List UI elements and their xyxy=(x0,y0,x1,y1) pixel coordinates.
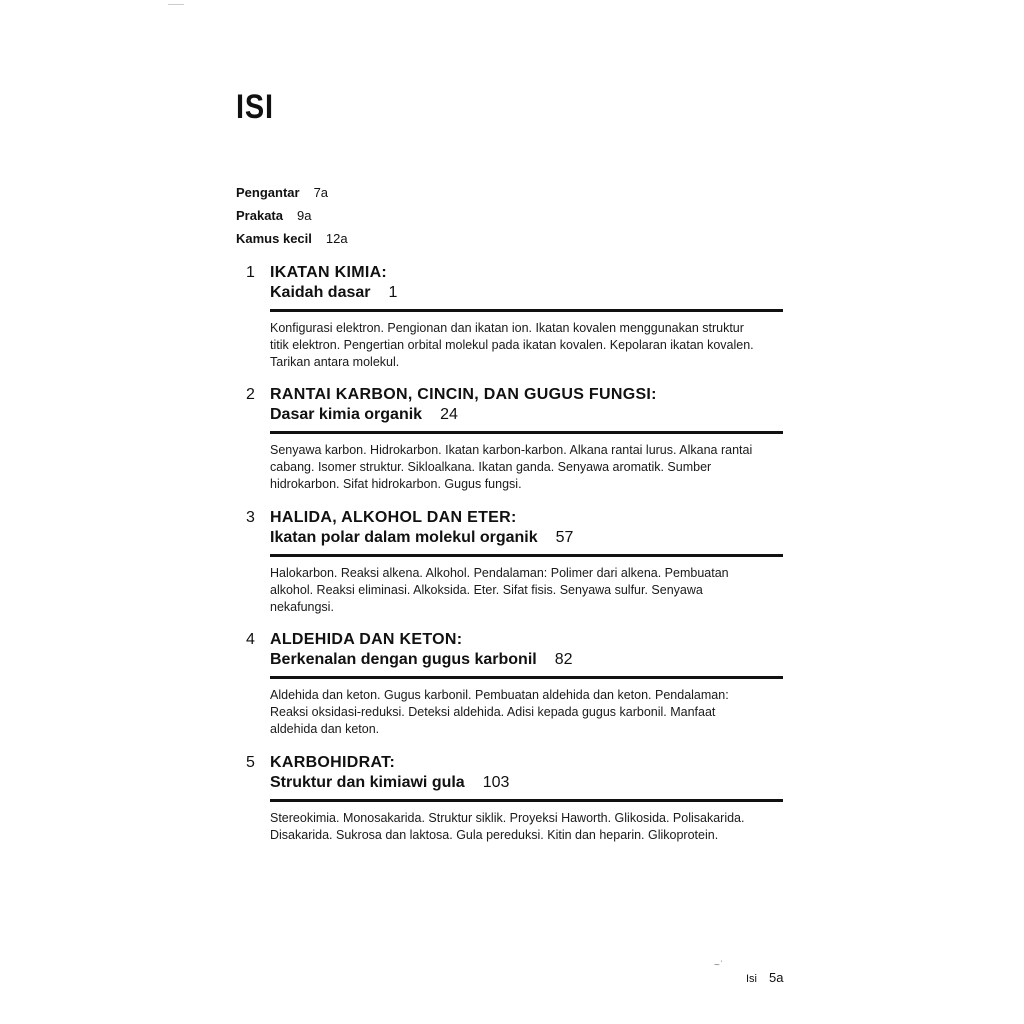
page-footer xyxy=(746,969,783,987)
footer-page-number: 5a xyxy=(769,970,784,985)
chapter-page: 103 xyxy=(482,774,510,791)
front-matter-item-pengantar xyxy=(236,181,348,204)
chapter-heading: IKATAN KIMIA: xyxy=(270,264,388,281)
chapter-rule xyxy=(270,799,783,802)
chapter-description: Aldehida dan keton. Gugus karbonil. Pembuatan aldehida dan keton. Pendalaman: Reaksi oksidasi-reduksi. Deteksi aldehida. Adisi kepada gugus karbonil. Manfaat aldehida dan keton. xyxy=(270,688,729,736)
front-matter-label: Pengantar xyxy=(236,185,300,200)
chapter-subtitle-text: Kaidah dasar xyxy=(270,284,371,301)
chapter-heading: RANTAI KARBON, CINCIN, DAN GUGUS FUNGSI: xyxy=(270,386,657,403)
chapter-number: 5 xyxy=(246,754,255,771)
chapter-page: 24 xyxy=(440,406,458,423)
chapter-subtitle-text: Berkenalan dengan gugus karbonil xyxy=(270,651,537,668)
scan-smudge-mark: ~ˈ xyxy=(714,960,724,971)
chapter-rule xyxy=(270,676,783,679)
chapter-rule xyxy=(270,309,783,312)
front-matter-item-kamus-kecil xyxy=(236,227,348,250)
chapter-page: 57 xyxy=(555,529,574,546)
chapter-number: 2 xyxy=(246,386,255,403)
chapter-page: 82 xyxy=(554,651,573,668)
chapter-heading: KARBOHIDRAT: xyxy=(270,754,396,771)
chapter-description: Halokarbon. Reaksi alkena. Alkohol. Pendalaman: Polimer dari alkena. Pembuatan alkohol. Reaksi eliminasi. Alkoksida. Eter. Sifat fisis. Senyawa sulfur. Senyawa nekafungsi. xyxy=(270,566,729,614)
chapter-description: Konfigurasi elektron. Pengionan dan ikatan ion. Ikatan kovalen menggunakan struktur titik elektron. Pengertian orbital molekul pada ikatan kovalen. Kepolaran ikatan kovalen. Tarikan antara molekul. xyxy=(270,321,754,369)
front-matter-page: 9a xyxy=(296,208,312,223)
chapter-heading: HALIDA, ALKOHOL DAN ETER: xyxy=(270,509,517,526)
front-matter-label: Kamus kecil xyxy=(236,231,312,246)
chapter-description: Stereokimia. Monosakarida. Struktur siklik. Proyeksi Haworth. Glikosida. Polisakarida. Disakarida. Sukrosa dan laktosa. Gula pereduksi. Kitin dan heparin. Glikoprotein. xyxy=(270,811,745,842)
chapter-5 xyxy=(246,753,786,844)
chapter-1 xyxy=(246,263,786,371)
page-title: ISI xyxy=(236,88,274,126)
chapter-subtitle xyxy=(270,405,786,425)
front-matter-item-prakata xyxy=(236,204,348,227)
chapter-3 xyxy=(246,508,786,616)
chapter-number: 1 xyxy=(246,264,255,281)
front-matter-page: 7a xyxy=(313,185,329,200)
chapter-description: Senyawa karbon. Hidrokarbon. Ikatan karbon-karbon. Alkana rantai lurus. Alkana rantai cabang. Isomer struktur. Sikloalkana. Ikatan ganda. Senyawa aromatik. Sumber hidrokarbon. Sifat hidrokarbon. Gugus fungsi. xyxy=(270,443,753,491)
chapter-rule xyxy=(270,431,783,434)
footer-label: Isi xyxy=(746,973,757,985)
front-matter-page: 12a xyxy=(325,231,348,246)
front-matter-label: Prakata xyxy=(236,208,283,223)
chapter-subtitle-text: Struktur dan kimiawi gula xyxy=(270,774,465,791)
chapter-subtitle xyxy=(270,650,786,670)
chapter-subtitle-text: Ikatan polar dalam molekul organik xyxy=(270,529,538,546)
chapter-subtitle xyxy=(270,773,786,793)
chapter-heading: ALDEHIDA DAN KETON: xyxy=(270,631,463,648)
chapter-2 xyxy=(246,385,786,493)
chapter-subtitle xyxy=(270,283,786,303)
front-matter-list xyxy=(236,181,348,250)
scan-mark xyxy=(168,4,184,5)
chapter-number: 3 xyxy=(246,509,255,526)
chapter-rule xyxy=(270,554,783,557)
chapter-page: 1 xyxy=(388,284,398,301)
chapter-number: 4 xyxy=(246,631,255,648)
chapter-subtitle-text: Dasar kimia organik xyxy=(270,406,423,423)
chapter-4 xyxy=(246,630,786,738)
chapter-subtitle xyxy=(270,528,786,548)
